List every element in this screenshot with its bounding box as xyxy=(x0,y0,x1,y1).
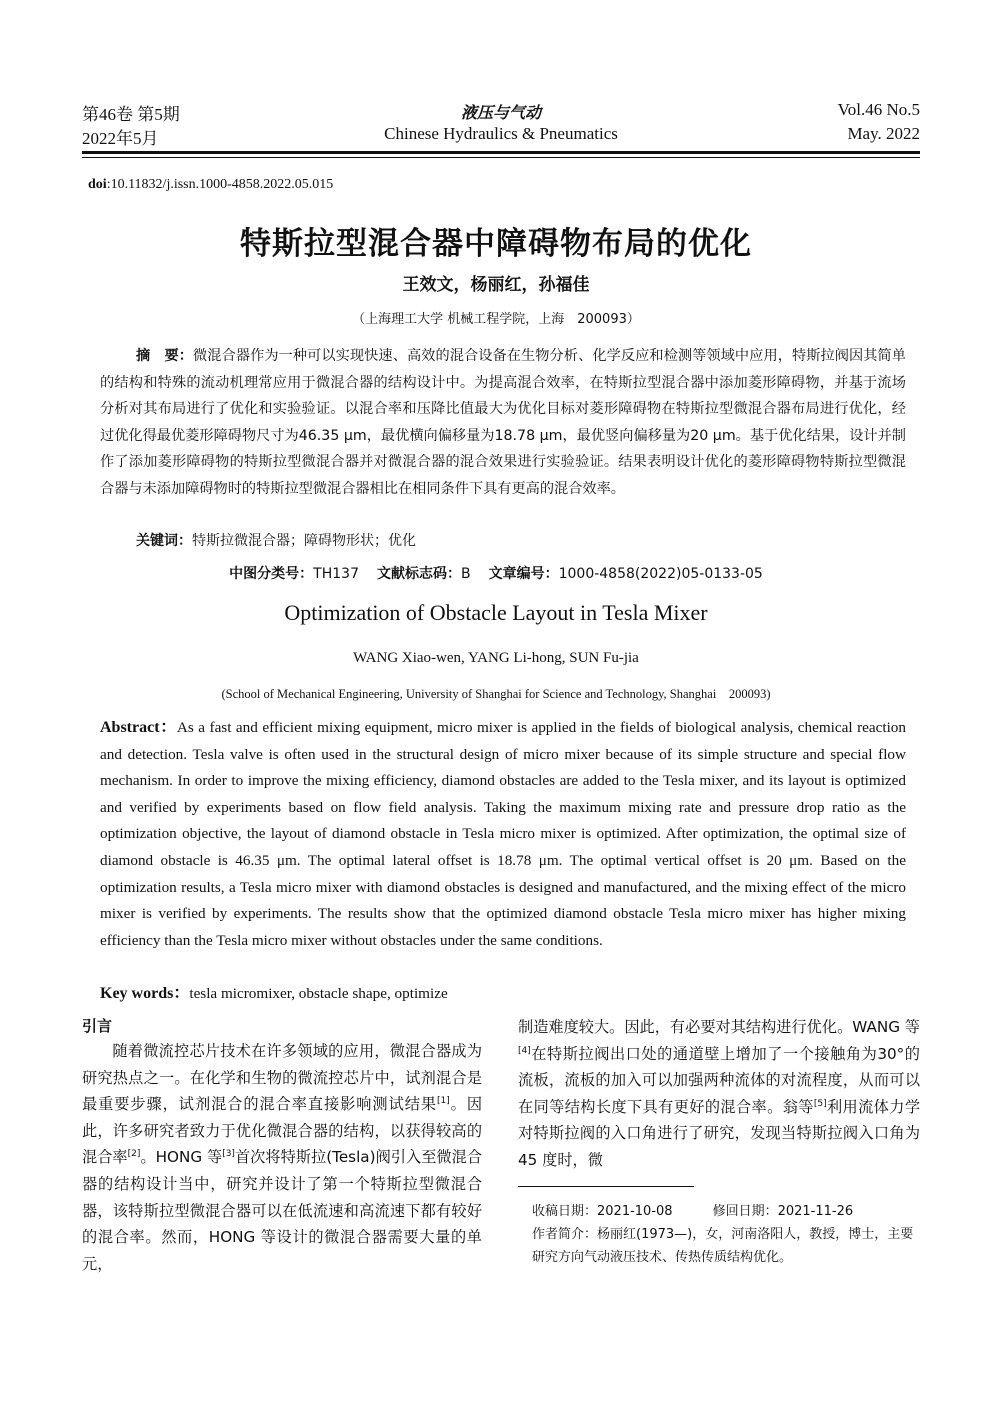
abstract-en-label: Abstract： xyxy=(100,719,177,736)
title-zh: 特斯拉型混合器中障碍物布局的优化 xyxy=(240,226,752,262)
authors-zh: 王效文，杨丽红，孙福佳 xyxy=(402,275,590,295)
revised-date: 修回日期：2021-11-26 xyxy=(712,1204,854,1219)
classification-line xyxy=(0,563,992,583)
article-no-value: 1000-4858(2022)05-0133-05 xyxy=(558,566,763,582)
abstract-en xyxy=(100,715,906,954)
affiliation-zh: （上海理工大学 机械工程学院，上海 200093） xyxy=(352,312,640,327)
journal-header xyxy=(82,100,920,148)
clc-value: TH137 xyxy=(313,566,359,582)
keywords-zh-label: 关键词： xyxy=(136,533,192,549)
citation-4[interactable]: [4] xyxy=(518,1045,531,1056)
journal-name-en: Chinese Hydraulics & Pneumatics xyxy=(384,124,618,143)
doc-code-value: B xyxy=(460,566,471,582)
issue-date-en: May. 2022 xyxy=(847,124,920,143)
volume-issue: 第46卷 第5期 xyxy=(82,105,180,124)
title-en: Optimization of Obstacle Layout in Tesla Mixer xyxy=(284,600,708,625)
intro-text: 。因此，许多研究者致力于优化微混合器的结构，以获得较高的混合率 xyxy=(82,1095,483,1167)
intro-text: 随着微流控芯片技术在许多领域的应用，微混合器成为研究热点之一。在化学和生物的微流控芯片中，试剂混合是最重要步骤，试剂混合的混合率直接影响测试结果 xyxy=(82,1042,482,1114)
abstract-zh xyxy=(100,343,906,502)
intro-text: 在特斯拉阀出口处的通道壁上增加了一个接触角为30°的流板，流板的加入可以加强两种流体的对流程度，从而可以在同等结构长度下具有更好的混合率。翁等 xyxy=(518,1044,920,1116)
doi-label: doi xyxy=(88,177,107,192)
citation-3[interactable]: [3] xyxy=(222,1149,235,1160)
abstract-en-text: As a fast and efficient mixing equipment, micro mixer is applied in the fields of biological analysis, chemical reaction and detection. Tesla valve is often used in the structural design of micro mixer because of its simple structure and special flow mechanism. In order to improve the mixing efficiency, diamond obstacles are added to the Tesla mixer, and its layout is optimized and verified by experiments based on flow field analysis. Taking the maximum mixing rate and pressure drop ratio as the optimization objective, the layout of diamond obstacle in Tesla micro mixer is optimized. After optimization, the optimal size of diamond obstacle is 46.35 μm. The optimal lateral offset is 18.78 μm. The optimal vertical offset is 20 μm. Based on the optimization results, a Tesla micro mixer with diamond obstacles is designed and manufactured, and the mixing effect of the micro mixer is verified by experiments. The results show that the optimized diamond obstacle Tesla micro mixer has higher mixing efficiency than the Tesla micro mixer without obstacles under the same conditions. xyxy=(100,719,906,949)
journal-name-zh: 液压与气动 xyxy=(460,105,541,122)
article-no-label: 文章编号： xyxy=(488,566,559,582)
doc-code-label: 文献标志码： xyxy=(376,566,461,582)
keywords-en-label: Key words： xyxy=(100,985,190,1002)
section-heading-intro: 引言 xyxy=(82,1017,113,1035)
intro-text: 首次将特斯拉(Tesla)阀引入至微混合器的结构设计当中，研究并设计了第一个特斯拉型微混合器，该特斯拉型微混合器可以在低流速和高流速下都有较好的混合率。然而，HONG 等设计的微混合器需要大量的单元， xyxy=(82,1148,483,1273)
body-column-right xyxy=(518,1014,920,1174)
citation-5[interactable]: [5] xyxy=(813,1098,827,1109)
footnote-dates xyxy=(518,1200,920,1223)
received-date: 收稿日期：2021-10-08 xyxy=(532,1204,673,1219)
header-rule-thick xyxy=(82,151,920,154)
footnote-rule xyxy=(518,1186,694,1187)
intro-paragraph-continued xyxy=(518,1014,920,1174)
intro-paragraph-1 xyxy=(82,1038,482,1277)
clc-label: 中图分类号： xyxy=(229,566,314,582)
keywords-en-text: tesla micromixer, obstacle shape, optimize xyxy=(189,985,448,1002)
citation-2[interactable]: [2] xyxy=(127,1149,141,1160)
intro-text: 。HONG 等 xyxy=(140,1148,223,1167)
header-rule-thin xyxy=(82,157,920,158)
issue-date-zh: 2022年5月 xyxy=(82,129,159,148)
citation-1[interactable]: [1] xyxy=(436,1096,450,1107)
footnote xyxy=(518,1200,920,1269)
keywords-zh xyxy=(136,530,416,550)
intro-text: 制造难度较大。因此，有必要对其结构进行优化。WANG 等 xyxy=(518,1018,920,1036)
volume-number-en: Vol.46 No.5 xyxy=(837,100,920,119)
affiliation-en: (School of Mechanical Engineering, University of Shanghai for Science and Technology, Shanghai 200093) xyxy=(221,687,771,701)
keywords-en xyxy=(100,980,448,1003)
keywords-zh-text: 特斯拉微混合器；障碍物形状；优化 xyxy=(192,533,416,549)
authors-en: WANG Xiao-wen, YANG Li-hong, SUN Fu-jia xyxy=(353,650,639,666)
abstract-zh-text: 微混合器作为一种可以实现快速、高效的混合设备在生物分析、化学反应和检测等领域中应用，特斯拉阀因其简单的结构和特殊的流动机理常应用于微混合器的结构设计中。为提高混合效率，在特斯拉型混合器中添加菱形障碍物，并基于流场分析对其布局进行了优化和实验验证。以混合率和压降比值最大为优化目标对菱形障碍物在特斯拉型微混合器布局进行优化，经过优化得最优菱形障碍物尺寸为46.35 μm，最优横向偏移量为18.78 μm，最优竖向偏移量为20 μm。基于优化结果，设计并制作了添加菱形障碍物的特斯拉型微混合器并对微混合器的混合效果进行实验验证。结果表明设计优化的菱形障碍物特斯拉型微混合器与未添加障碍物时的特斯拉型微混合器相比在相同条件下具有更高的混合效率。 xyxy=(100,348,906,497)
intro-text: 利用流体力学对特斯拉阀的入口角进行了研究，发现当特斯拉阀入口角为45 度时，微 xyxy=(518,1097,921,1169)
abstract-zh-label: 摘 要： xyxy=(136,348,194,364)
doi-value[interactable]: :10.11832/j.issn.1000-4858.2022.05.015 xyxy=(106,177,334,192)
body-column-left xyxy=(82,1014,482,1277)
doi-line xyxy=(88,177,333,193)
author-bio: 作者简介：杨丽红(1973—)，女，河南洛阳人，教授，博士，主要研究方向气动液压技术、传热传质结构优化。 xyxy=(532,1227,914,1265)
